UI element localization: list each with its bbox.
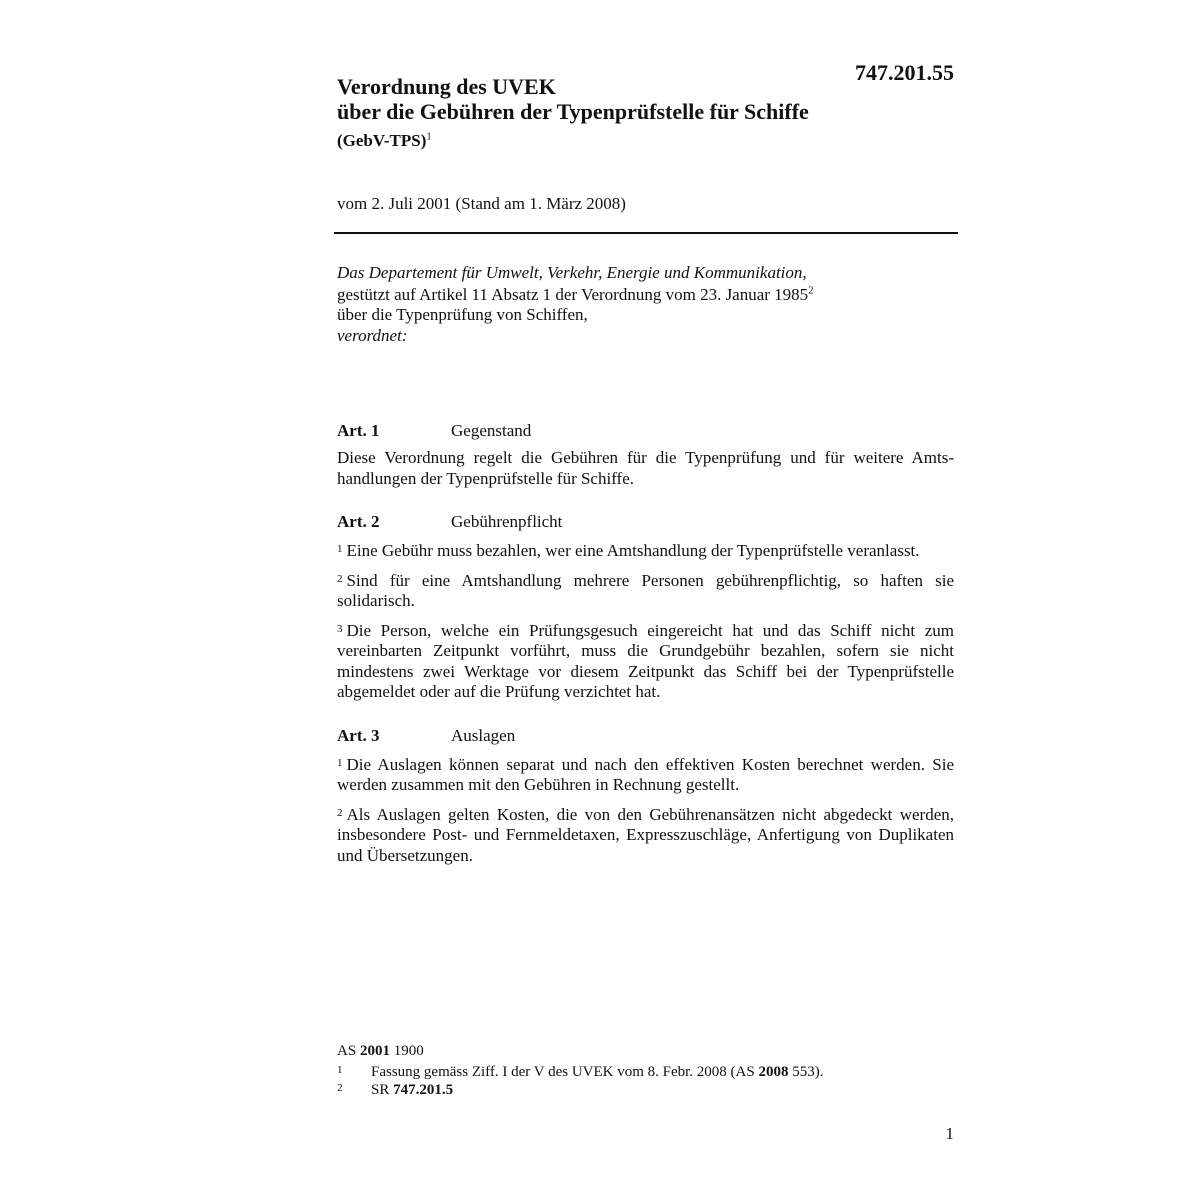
article-2 bbox=[337, 511, 954, 703]
preamble-issuer: Das Departement für Umwelt, Verkehr, Energie und Kommunikation, bbox=[337, 263, 807, 282]
paragraph-text: Eine Gebühr muss bezahlen, wer eine Amtshandlung der Typenprüfstelle veranlasst. bbox=[346, 541, 920, 560]
footnote-bold: 747.201.5 bbox=[393, 1082, 454, 1098]
articles-section bbox=[337, 420, 954, 888]
article-paragraph bbox=[337, 753, 954, 796]
sr-number: 747.201.55 bbox=[855, 60, 954, 85]
footnote-text: Fassung gemäss Ziff. I der V des UVEK vom 8. Febr. 2008 (AS bbox=[371, 1064, 755, 1080]
article-paragraph bbox=[337, 539, 954, 562]
footnote-as-page: 1900 bbox=[393, 1043, 424, 1059]
article-number: Art. 1 bbox=[337, 421, 380, 440]
footnote-as bbox=[337, 1043, 954, 1059]
footnote-text: SR bbox=[371, 1082, 390, 1098]
article-heading bbox=[337, 725, 954, 747]
article-paragraph bbox=[337, 569, 954, 612]
article-paragraph bbox=[337, 448, 954, 489]
article-title: Gebührenpflicht bbox=[451, 512, 563, 531]
horizontal-rule bbox=[334, 232, 958, 234]
article-paragraph bbox=[337, 803, 954, 867]
preamble-basis bbox=[337, 285, 957, 325]
article-heading bbox=[337, 420, 954, 442]
footnote-mark: 1 bbox=[337, 1064, 343, 1076]
paragraph-text: Diese Verordnung regelt die Gebühren für die Typenprüfung und für weitere Amtshandlungen der Typenprüfstelle für Schiffe. bbox=[337, 448, 954, 488]
paragraph-text: Die Auslagen können separat und nach den effektiven Kosten berechnet werden. Sie werden zusammen mit den Gebühren in Rechnung gestellt. bbox=[337, 754, 954, 794]
preamble-footnote-ref[interactable]: 2 bbox=[808, 285, 814, 297]
footnote-as-prefix: AS bbox=[337, 1043, 357, 1059]
preamble-basis-line-2: über die Typenprüfung von Schiffen, bbox=[337, 305, 588, 324]
short-title-footnote-ref[interactable]: 1 bbox=[426, 131, 432, 143]
preamble-verordnet: verordnet: bbox=[337, 326, 408, 345]
paragraph-number: 1 bbox=[337, 756, 343, 769]
preamble bbox=[337, 263, 957, 346]
title-line-2: über die Gebühren der Typenprüfstelle für Schiffe bbox=[337, 99, 809, 124]
article-heading bbox=[337, 511, 954, 533]
footnote-mark: 2 bbox=[337, 1082, 343, 1094]
paragraph-number: 2 bbox=[337, 806, 343, 819]
article-title: Auslagen bbox=[451, 725, 516, 745]
paragraph-text: Als Auslagen gelten Kosten, die von den Gebührenansätzen nicht abgedeckt werden, insbesondere Post- und Fernmeldetaxen, Expresszuschläge, Anfertigung von Duplikaten und Übersetzungen. bbox=[337, 804, 954, 865]
paragraph-number: 2 bbox=[337, 572, 343, 585]
article-number: Art. 3 bbox=[337, 725, 380, 745]
title-block bbox=[337, 74, 937, 152]
paragraph-text: Sind für eine Amtshandlung mehrere Personen gebührenpflichtig, so haften sie solidarisch. bbox=[337, 570, 954, 610]
article-3 bbox=[337, 725, 954, 867]
footnote-2 bbox=[337, 1080, 954, 1098]
footnote-as-year: 2001 bbox=[359, 1043, 390, 1059]
footnote-text-after: 553). bbox=[792, 1064, 824, 1080]
article-1 bbox=[337, 420, 954, 489]
title-line-1: Verordnung des UVEK bbox=[337, 74, 556, 99]
article-title: Gegenstand bbox=[451, 421, 532, 440]
paragraph-text: Die Person, welche ein Prüfungsgesuch eingereicht hat und das Schiff nicht zum vereinbarten Zeitpunkt vorführt, muss die Grundgebühr bezahlen, sofern sie nicht mindestens zwei Werktage vor diesem Zeitpunkt das Schiff bei der Typenprüfstelle abgemeldet oder auf die Prüfung verzichtet hat. bbox=[337, 620, 954, 701]
short-title-text: (GebV-TPS) bbox=[337, 131, 427, 150]
article-paragraph bbox=[337, 619, 954, 703]
short-title bbox=[337, 130, 937, 152]
footnote-1 bbox=[337, 1062, 954, 1080]
paragraph-number: 1 bbox=[337, 543, 343, 555]
date-line: vom 2. Juli 2001 (Stand am 1. März 2008) bbox=[337, 194, 626, 213]
article-number: Art. 2 bbox=[337, 512, 380, 531]
footnotes bbox=[337, 1043, 954, 1098]
page-number: 1 bbox=[945, 1124, 954, 1143]
paragraph-number: 3 bbox=[337, 622, 343, 635]
footnote-bold: 2008 bbox=[758, 1064, 789, 1080]
preamble-basis-line-1: gestützt auf Artikel 11 Absatz 1 der Verordnung vom 23. Januar 1985 bbox=[337, 285, 809, 304]
